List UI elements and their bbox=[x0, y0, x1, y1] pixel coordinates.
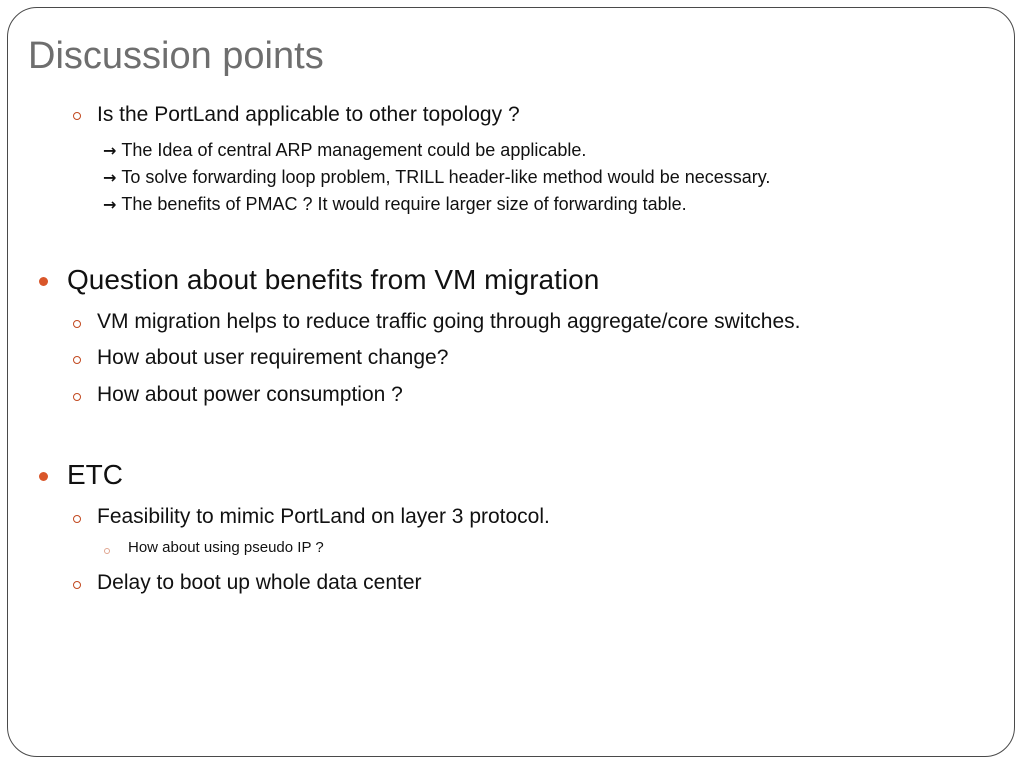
etc-heading: ETC bbox=[67, 459, 123, 490]
right-arrow-icon: → bbox=[103, 168, 117, 187]
note-text: To solve forwarding loop problem, TRILL header-like method would be necessary. bbox=[121, 167, 771, 187]
ring-bullet-icon bbox=[73, 515, 81, 523]
vm-item: How about power consumption ? bbox=[97, 383, 403, 406]
portland-question: Is the PortLand applicable to other topology ? bbox=[97, 103, 520, 126]
ring-bullet-icon bbox=[73, 320, 81, 328]
right-arrow-icon: → bbox=[103, 195, 117, 214]
etc-item: Delay to boot up whole data center bbox=[97, 571, 422, 594]
etc-item: Feasibility to mimic PortLand on layer 3 protocol. bbox=[97, 505, 550, 528]
note-text: The Idea of central ARP management could be applicable. bbox=[121, 140, 587, 160]
ring-bullet-icon bbox=[73, 356, 81, 364]
slide-title: Discussion points bbox=[28, 35, 324, 77]
vm-item: How about user requirement change? bbox=[97, 346, 449, 369]
dot-bullet-icon bbox=[39, 472, 48, 481]
note-text: The benefits of PMAC ? It would require larger size of forwarding table. bbox=[121, 194, 687, 214]
right-arrow-icon: → bbox=[103, 141, 117, 160]
ring-bullet-icon bbox=[73, 581, 81, 589]
small-ring-bullet-icon bbox=[104, 548, 110, 554]
vm-item: VM migration helps to reduce traffic going through aggregate/core switches. bbox=[97, 310, 801, 333]
note-line bbox=[103, 192, 687, 217]
dot-bullet-icon bbox=[39, 277, 48, 286]
etc-subitem: How about using pseudo IP ? bbox=[128, 539, 324, 556]
ring-bullet-icon bbox=[73, 393, 81, 401]
note-line bbox=[103, 165, 770, 190]
ring-bullet-icon bbox=[73, 112, 81, 120]
vm-heading: Question about benefits from VM migration bbox=[67, 264, 600, 295]
note-line bbox=[103, 138, 586, 163]
